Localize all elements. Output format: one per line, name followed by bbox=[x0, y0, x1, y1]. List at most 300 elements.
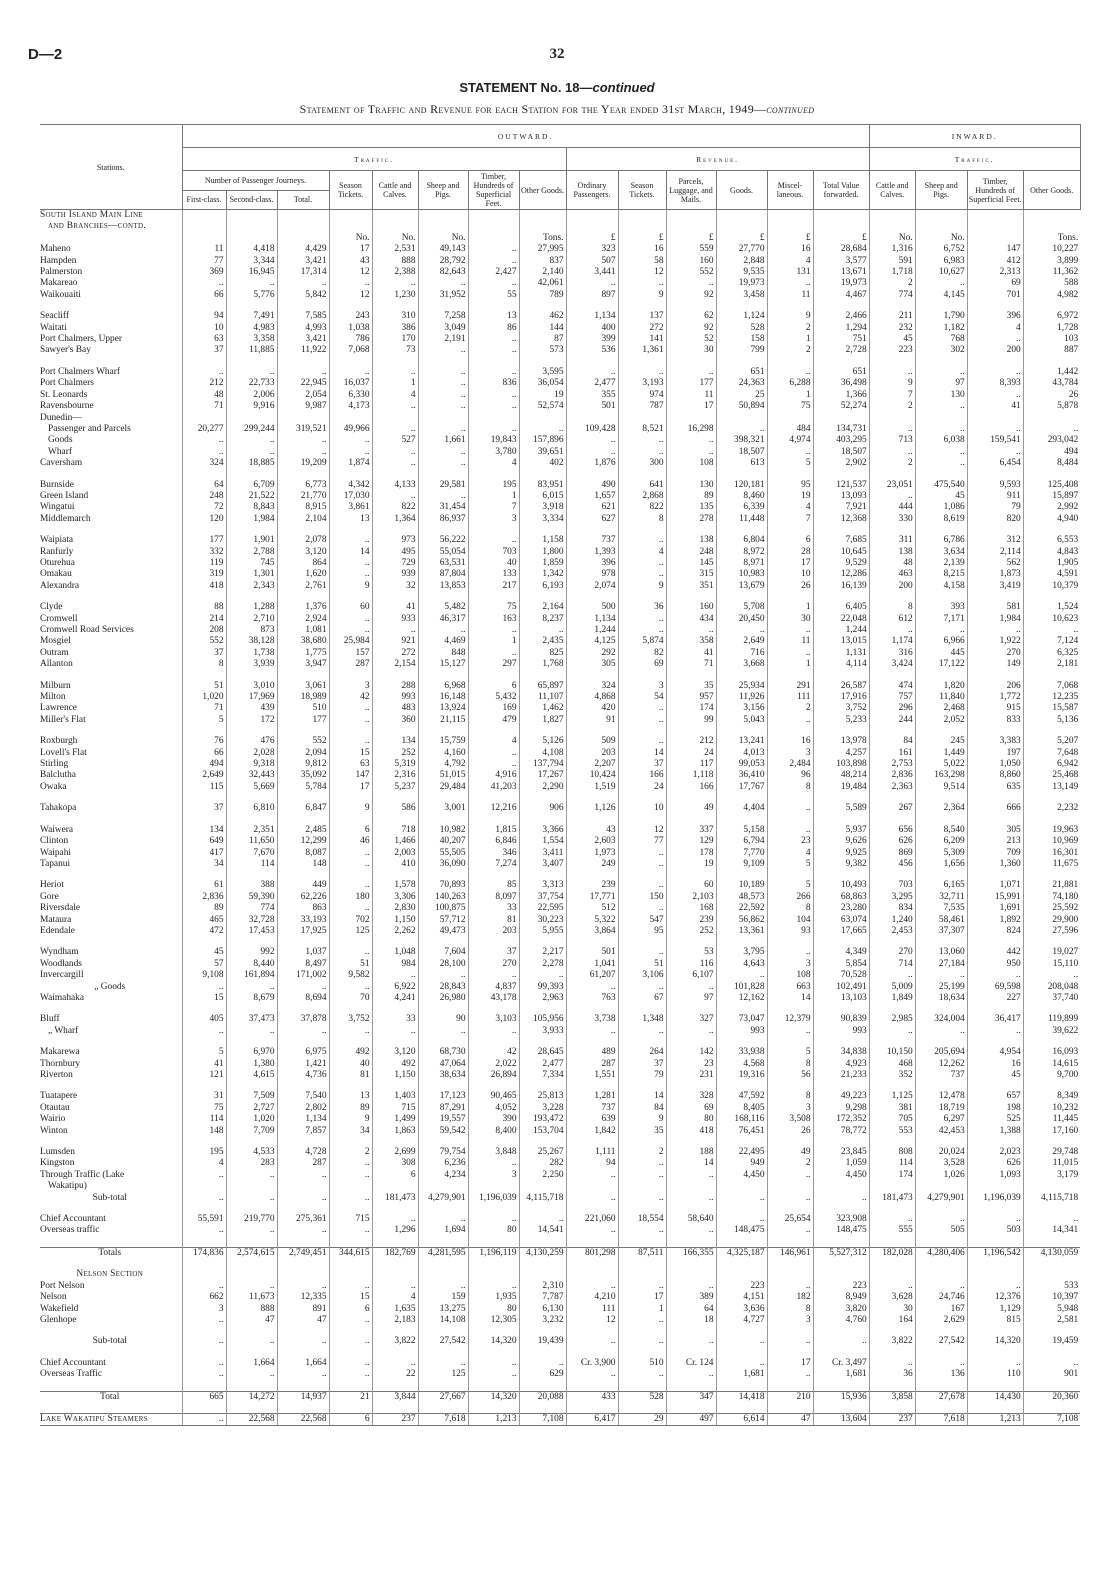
cell: 11,922 bbox=[277, 345, 329, 356]
cell: 11,675 bbox=[1023, 859, 1080, 870]
cell: 239 bbox=[666, 915, 716, 926]
cell: 1,131 bbox=[813, 648, 869, 659]
cell: .. bbox=[666, 1170, 716, 1181]
cell: 869 bbox=[869, 848, 915, 859]
cell: 3,010 bbox=[226, 681, 277, 692]
cell: 2,574,615 bbox=[226, 1247, 277, 1259]
cell: 85 bbox=[468, 880, 519, 891]
cell: 8,440 bbox=[226, 959, 277, 970]
cell: 28,684 bbox=[813, 244, 869, 255]
cell: 12,478 bbox=[915, 1091, 967, 1102]
cell: 41,203 bbox=[468, 782, 519, 793]
cell: 9,626 bbox=[813, 836, 869, 847]
cell: 8 bbox=[767, 1091, 813, 1102]
cell bbox=[767, 1237, 813, 1248]
cell: 43,178 bbox=[468, 993, 519, 1004]
cell bbox=[716, 1004, 767, 1014]
cell: 1,196,542 bbox=[967, 1247, 1023, 1259]
cell: 462 bbox=[519, 311, 566, 322]
cell bbox=[869, 870, 915, 880]
header-total-value: Total Value forwarded. bbox=[813, 171, 869, 210]
cell bbox=[813, 1326, 869, 1336]
table-row bbox=[40, 1391, 1080, 1403]
cell bbox=[1023, 1381, 1080, 1392]
station-name bbox=[40, 470, 182, 480]
cell: 489 bbox=[566, 1047, 618, 1058]
cell bbox=[869, 1348, 915, 1358]
cell bbox=[716, 357, 767, 367]
cell: 420 bbox=[566, 703, 618, 714]
cell: 15,991 bbox=[967, 892, 1023, 903]
cell bbox=[226, 1403, 277, 1414]
cell: 49,223 bbox=[813, 1091, 869, 1102]
cell: No. bbox=[372, 233, 418, 244]
cell: .. bbox=[767, 625, 813, 636]
cell: 1,296 bbox=[372, 1225, 418, 1236]
table-row bbox=[40, 602, 1080, 613]
cell: 9,535 bbox=[716, 267, 767, 278]
cell: 74,180 bbox=[1023, 892, 1080, 903]
cell: 3,001 bbox=[418, 803, 468, 814]
cell: .. bbox=[767, 1336, 813, 1347]
cell bbox=[618, 301, 666, 311]
cell: 3 bbox=[182, 1304, 226, 1315]
cell: 177 bbox=[277, 715, 329, 726]
table-row bbox=[40, 311, 1080, 322]
cell bbox=[813, 1348, 869, 1358]
cell bbox=[1023, 937, 1080, 947]
cell: 1,026 bbox=[915, 1170, 967, 1181]
cell bbox=[372, 1037, 418, 1047]
cell: 402 bbox=[519, 458, 566, 469]
cell: 288 bbox=[372, 681, 418, 692]
cell: 5,784 bbox=[277, 782, 329, 793]
cell: 1,294 bbox=[813, 323, 869, 334]
cell: 388 bbox=[226, 880, 277, 891]
cell: .. bbox=[372, 367, 418, 378]
station-name: Oturehua bbox=[40, 557, 75, 568]
cell: 25 bbox=[716, 390, 767, 401]
cell: 2,902 bbox=[813, 458, 869, 469]
cell: 8,843 bbox=[226, 502, 277, 513]
cell: .. bbox=[618, 880, 666, 891]
cell bbox=[767, 1269, 813, 1280]
cell: 79 bbox=[967, 502, 1023, 513]
table-row bbox=[40, 547, 1080, 558]
cell: .. bbox=[418, 1214, 468, 1225]
cell: .. bbox=[813, 1336, 869, 1347]
cell: 649 bbox=[182, 836, 226, 847]
cell: 23 bbox=[767, 836, 813, 847]
cell: 217 bbox=[468, 581, 519, 592]
cell: 12 bbox=[329, 267, 372, 278]
cell: 9 bbox=[618, 1114, 666, 1125]
cell: 4,133 bbox=[372, 480, 418, 491]
station-name bbox=[40, 357, 182, 367]
cell: 1,213 bbox=[468, 1413, 519, 1425]
cell bbox=[967, 1259, 1023, 1269]
cell: No. bbox=[329, 233, 372, 244]
station-name bbox=[40, 301, 182, 311]
cell: 352 bbox=[869, 1070, 915, 1081]
cell: 3,421 bbox=[277, 334, 329, 345]
cell: 19,316 bbox=[716, 1070, 767, 1081]
cell: .. bbox=[618, 435, 666, 446]
cell: 4,349 bbox=[813, 947, 869, 958]
cell: 305 bbox=[967, 825, 1023, 836]
cell: 3 bbox=[329, 681, 372, 692]
cell: 6,339 bbox=[716, 502, 767, 513]
cell: 897 bbox=[566, 290, 618, 301]
cell bbox=[519, 357, 566, 367]
cell: 656 bbox=[869, 825, 915, 836]
header-stations: Stations. bbox=[40, 125, 182, 210]
cell: 6 bbox=[767, 535, 813, 546]
cell: 957 bbox=[666, 692, 716, 703]
table-row bbox=[40, 1247, 1080, 1259]
cell bbox=[813, 726, 869, 736]
cell: 9,593 bbox=[967, 480, 1023, 491]
cell: 4 bbox=[767, 256, 813, 267]
cell: 1 bbox=[767, 602, 813, 613]
cell bbox=[226, 1204, 277, 1214]
cell bbox=[716, 1181, 767, 1192]
station-name: Through Traffic (Lake bbox=[40, 1169, 125, 1180]
cell bbox=[1023, 357, 1080, 367]
station-name: Waimahaka bbox=[40, 992, 85, 1003]
cell: .. bbox=[967, 334, 1023, 345]
cell: 8,400 bbox=[468, 1126, 519, 1137]
table-row bbox=[40, 256, 1080, 267]
cell bbox=[468, 1269, 519, 1280]
cell: .. bbox=[468, 334, 519, 345]
cell: 1,134 bbox=[566, 614, 618, 625]
cell: 588 bbox=[1023, 278, 1080, 289]
table-row bbox=[40, 825, 1080, 836]
table-row bbox=[40, 535, 1080, 546]
cell: 8,971 bbox=[716, 558, 767, 569]
cell: 1,020 bbox=[182, 692, 226, 703]
cell bbox=[1023, 221, 1080, 232]
cell: 70,528 bbox=[813, 970, 869, 981]
cell: .. bbox=[618, 1315, 666, 1326]
cell: 4,974 bbox=[767, 435, 813, 446]
cell bbox=[767, 1348, 813, 1358]
cell: 81 bbox=[468, 915, 519, 926]
cell: .. bbox=[767, 1281, 813, 1292]
cell: 99,053 bbox=[716, 759, 767, 770]
cell: 287 bbox=[277, 1158, 329, 1169]
header-miscellaneous: Miscel-laneous. bbox=[767, 171, 813, 210]
cell: 16,945 bbox=[226, 267, 277, 278]
cell bbox=[767, 1259, 813, 1269]
cell: .. bbox=[869, 1026, 915, 1037]
cell: 103 bbox=[1023, 334, 1080, 345]
cell bbox=[967, 1348, 1023, 1358]
cell bbox=[813, 870, 869, 880]
cell: .. bbox=[418, 401, 468, 412]
cell bbox=[767, 470, 813, 480]
cell: 244 bbox=[869, 715, 915, 726]
cell: 2,290 bbox=[519, 782, 566, 793]
cell: 651 bbox=[813, 367, 869, 378]
cell: .. bbox=[418, 1358, 468, 1369]
cell bbox=[226, 1081, 277, 1091]
cell: 492 bbox=[372, 1059, 418, 1070]
cell: 12,376 bbox=[967, 1292, 1023, 1303]
cell: 296 bbox=[869, 703, 915, 714]
cell bbox=[869, 525, 915, 535]
cell: 6,454 bbox=[967, 458, 1023, 469]
cell bbox=[869, 1269, 915, 1280]
table-row bbox=[40, 636, 1080, 647]
cell: .. bbox=[869, 447, 915, 458]
cell: 7,857 bbox=[277, 1126, 329, 1137]
cell: 718 bbox=[372, 825, 418, 836]
cell: 22,495 bbox=[716, 1147, 767, 1158]
cell: 2 bbox=[618, 1147, 666, 1158]
cell: 12 bbox=[618, 267, 666, 278]
cell bbox=[519, 1326, 566, 1336]
cell: 1,661 bbox=[418, 435, 468, 446]
cell: 4,279,901 bbox=[915, 1193, 967, 1204]
cell: 13,671 bbox=[813, 267, 869, 278]
cell: 3,407 bbox=[519, 859, 566, 870]
cell: Tons. bbox=[1023, 233, 1080, 244]
cell: 67 bbox=[618, 993, 666, 1004]
cell bbox=[566, 1137, 618, 1147]
cell: 149 bbox=[967, 659, 1023, 670]
cell: 2,181 bbox=[1023, 659, 1080, 670]
cell: 99 bbox=[666, 715, 716, 726]
cell: .. bbox=[618, 703, 666, 714]
cell: 6,107 bbox=[666, 970, 716, 981]
cell bbox=[226, 1326, 277, 1336]
cell: 5,237 bbox=[372, 782, 418, 793]
cell bbox=[418, 937, 468, 947]
table-row bbox=[40, 982, 1080, 993]
cell: 3,344 bbox=[226, 256, 277, 267]
cell bbox=[915, 1037, 967, 1047]
cell: 837 bbox=[519, 256, 566, 267]
cell bbox=[519, 470, 566, 480]
cell: 3,179 bbox=[1023, 1170, 1080, 1181]
cell: 266 bbox=[767, 892, 813, 903]
cell: 1,973 bbox=[566, 848, 618, 859]
cell: 939 bbox=[372, 569, 418, 580]
cell bbox=[329, 357, 372, 367]
cell: .. bbox=[372, 1026, 418, 1037]
cell: .. bbox=[519, 1358, 566, 1369]
cell: .. bbox=[226, 1193, 277, 1204]
cell: 22,568 bbox=[277, 1413, 329, 1425]
cell: 5 bbox=[767, 1047, 813, 1058]
cell: 88 bbox=[182, 602, 226, 613]
cell: 396 bbox=[566, 558, 618, 569]
station-name: Wakefield bbox=[40, 1303, 79, 1314]
cell: 398,321 bbox=[716, 435, 767, 446]
cell: 13,149 bbox=[1023, 782, 1080, 793]
cell: 168 bbox=[666, 903, 716, 914]
cell: 69 bbox=[967, 278, 1023, 289]
cell bbox=[277, 937, 329, 947]
cell: 35,092 bbox=[277, 770, 329, 781]
cell bbox=[767, 1326, 813, 1336]
cell: 5,022 bbox=[915, 759, 967, 770]
cell: 484 bbox=[767, 424, 813, 435]
cell: 15 bbox=[329, 748, 372, 759]
cell: .. bbox=[519, 1214, 566, 1225]
cell bbox=[468, 1237, 519, 1248]
station-name: Alexandra bbox=[40, 580, 80, 591]
cell: 8,694 bbox=[277, 993, 329, 1004]
cell bbox=[813, 301, 869, 311]
cell: 27,770 bbox=[716, 244, 767, 255]
cell: 75 bbox=[468, 602, 519, 613]
cell bbox=[418, 1081, 468, 1091]
cell: 28,100 bbox=[418, 959, 468, 970]
cell bbox=[418, 671, 468, 681]
cell: 12,262 bbox=[915, 1059, 967, 1070]
cell bbox=[468, 793, 519, 803]
cell: 2,531 bbox=[372, 244, 418, 255]
cell bbox=[767, 671, 813, 681]
cell bbox=[1023, 1259, 1080, 1269]
cell: 21,115 bbox=[418, 715, 468, 726]
cell: 822 bbox=[618, 502, 666, 513]
cell: 22,595 bbox=[519, 903, 566, 914]
table-row bbox=[40, 323, 1080, 334]
cell: .. bbox=[1023, 970, 1080, 981]
table-row bbox=[40, 1114, 1080, 1125]
cell: 200 bbox=[967, 345, 1023, 356]
station-name bbox=[40, 1403, 182, 1414]
cell: 442 bbox=[967, 947, 1023, 958]
cell: 27,667 bbox=[418, 1391, 468, 1403]
cell: 1,728 bbox=[1023, 323, 1080, 334]
spacer-row bbox=[40, 1381, 1080, 1392]
cell: 1,876 bbox=[566, 458, 618, 469]
cell: 1,892 bbox=[967, 915, 1023, 926]
cell: 417 bbox=[182, 848, 226, 859]
cell: 4,241 bbox=[372, 993, 418, 1004]
cell: .. bbox=[468, 244, 519, 255]
cell bbox=[468, 1137, 519, 1147]
cell: 24 bbox=[618, 782, 666, 793]
cell bbox=[468, 413, 519, 424]
cell: 4 bbox=[767, 848, 813, 859]
cell: 45 bbox=[869, 334, 915, 345]
cell: 168,116 bbox=[716, 1114, 767, 1125]
cell: .. bbox=[967, 970, 1023, 981]
cell: 4,325,187 bbox=[716, 1247, 767, 1259]
cell: 4 bbox=[372, 390, 418, 401]
station-name: Miller's Flat bbox=[40, 714, 86, 725]
cell: 36,410 bbox=[716, 770, 767, 781]
cell: 22,048 bbox=[813, 614, 869, 625]
cell bbox=[1023, 793, 1080, 803]
cell: 12,286 bbox=[813, 569, 869, 580]
cell: 1,196,039 bbox=[967, 1193, 1023, 1204]
cell bbox=[418, 1204, 468, 1214]
cell: 5,043 bbox=[716, 715, 767, 726]
cell bbox=[813, 1237, 869, 1248]
cell bbox=[767, 357, 813, 367]
cell: 3,939 bbox=[226, 659, 277, 670]
cell: 1,093 bbox=[967, 1170, 1023, 1181]
cell bbox=[418, 1326, 468, 1336]
cell bbox=[182, 937, 226, 947]
cell: 1,790 bbox=[915, 311, 967, 322]
cell bbox=[915, 1137, 967, 1147]
cell: 13 bbox=[329, 514, 372, 525]
cell bbox=[468, 1403, 519, 1414]
cell: 63 bbox=[182, 334, 226, 345]
cell: .. bbox=[519, 424, 566, 435]
cell: 237 bbox=[372, 1413, 418, 1425]
cell bbox=[813, 357, 869, 367]
subtitle-continued: continued bbox=[766, 102, 815, 116]
cell: .. bbox=[182, 447, 226, 458]
cell: .. bbox=[967, 1214, 1023, 1225]
station-name: Tahakopa bbox=[40, 803, 77, 814]
cell bbox=[277, 357, 329, 367]
cell bbox=[226, 221, 277, 232]
station-name: Wingatui bbox=[40, 502, 75, 513]
cell bbox=[226, 870, 277, 880]
cell: 195 bbox=[182, 1147, 226, 1158]
cell: 36,054 bbox=[519, 378, 566, 389]
cell bbox=[226, 233, 277, 244]
cell: 71 bbox=[182, 401, 226, 412]
spacer-row bbox=[40, 1326, 1080, 1336]
cell: .. bbox=[566, 278, 618, 289]
cell: 6,942 bbox=[1023, 759, 1080, 770]
cell: .. bbox=[618, 625, 666, 636]
cell: 6,614 bbox=[716, 1413, 767, 1425]
cell bbox=[767, 815, 813, 825]
cell bbox=[915, 301, 967, 311]
station-name: Total bbox=[40, 1391, 182, 1403]
cell bbox=[618, 815, 666, 825]
cell: 55,505 bbox=[418, 848, 468, 859]
cell: 586 bbox=[372, 803, 418, 814]
cell: 20,024 bbox=[915, 1147, 967, 1158]
cell: 4,792 bbox=[418, 759, 468, 770]
cell bbox=[813, 1037, 869, 1047]
cell bbox=[716, 726, 767, 736]
station-name: Port Nelson bbox=[40, 1280, 85, 1291]
cell: 36,417 bbox=[967, 1014, 1023, 1025]
cell: 25,468 bbox=[1023, 770, 1080, 781]
cell: 26,894 bbox=[468, 1070, 519, 1081]
cell bbox=[372, 470, 418, 480]
cell: 13,060 bbox=[915, 947, 967, 958]
cell: 14,615 bbox=[1023, 1059, 1080, 1070]
cell: 787 bbox=[618, 401, 666, 412]
table-row bbox=[40, 1070, 1080, 1081]
cell bbox=[813, 1204, 869, 1214]
cell: 323,908 bbox=[813, 1214, 869, 1225]
cell bbox=[329, 221, 372, 232]
cell: 23,845 bbox=[813, 1147, 869, 1158]
cell: 888 bbox=[226, 1304, 277, 1315]
cell: 319 bbox=[182, 569, 226, 580]
cell bbox=[869, 1037, 915, 1047]
cell: 40 bbox=[329, 1059, 372, 1070]
cell: .. bbox=[277, 1026, 329, 1037]
cell bbox=[226, 1259, 277, 1269]
